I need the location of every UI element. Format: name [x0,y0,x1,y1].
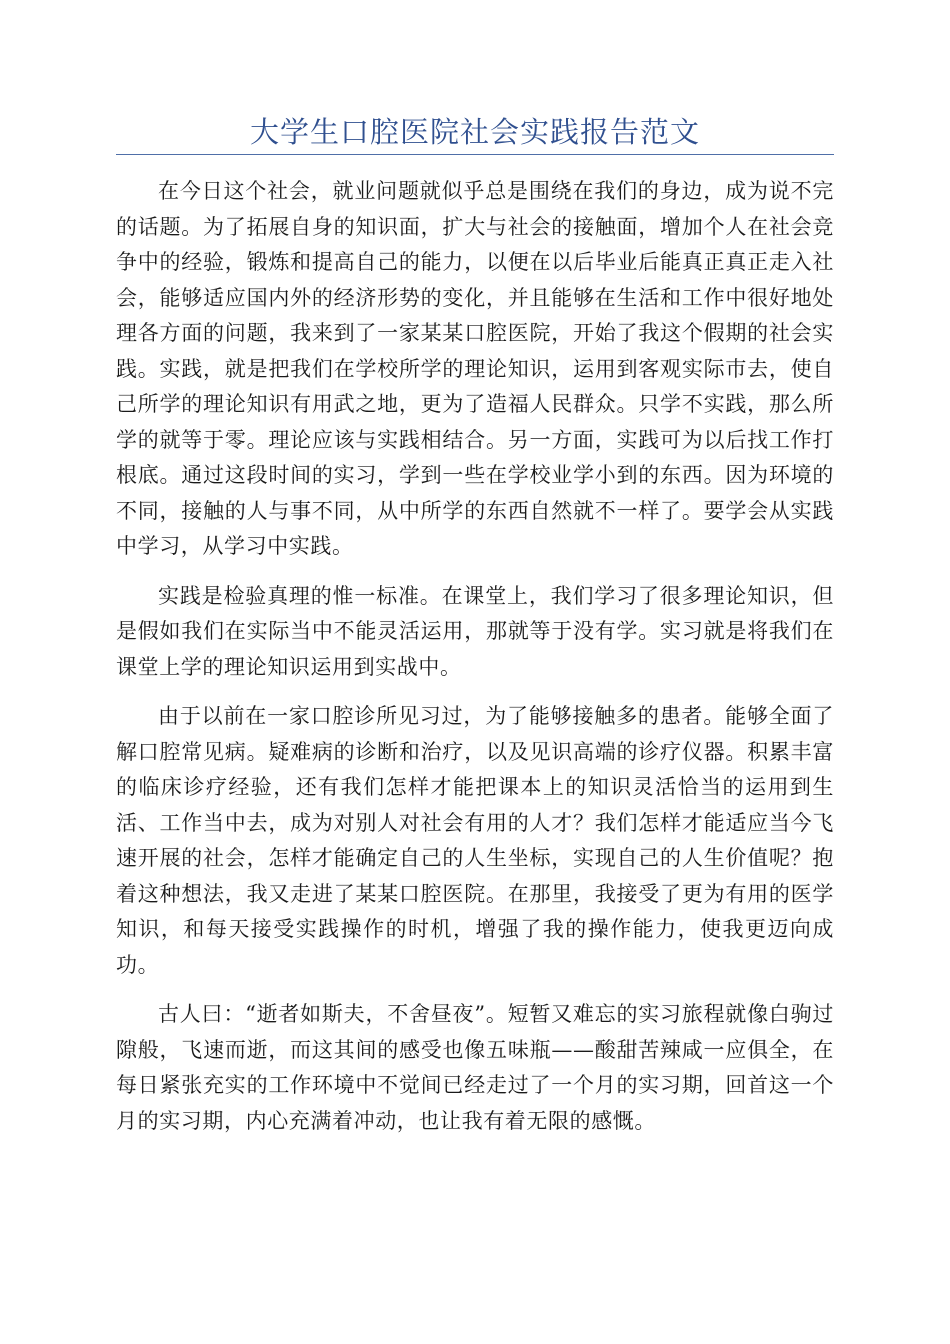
title-underline [116,154,834,155]
paragraph-2: 实践是检验真理的惟一标准。在课堂上，我们学习了很多理论知识，但是假如我们在实际当中不能灵活运用，那就等于没有学。实习就是将我们在课堂上学的理论知识运用到实战中。 [116,583,834,679]
paragraph-1: 在今日这个社会，就业问题就似乎总是围绕在我们的身边，成为说不完的话题。为了拓展自身的知识面，扩大与社会的接触面，增加个人在社会竞争中的经验，锻炼和提高自己的能力，以便在以后毕业后能真正真正走入社会，能够适应国内外的经济形势的变化，并且能够在生活和工作中很好地处理各方面的问题，我来到了一家某某口腔医院，开始了我这个假期的社会实践。实践，就是把我们在学校所学的理论知识，运用到客观实际巿去，使自己所学的理论知识有用武之地，更为了造福人民群众。只学不实践，那么所学的就等于零。理论应该与实践相结合。另一方面，实践可为以后找工作打根底。通过这段时间的实习，学到一些在学校业学小到的东西。因为环境的不同，接触的人与事不同，从中所学的东西自然就不一样了。要学会从实践中学习，从学习中实践。 [116,179,834,558]
document-body [116,174,834,1153]
paragraph-4: 古人曰：“逝者如斯夫，不舍昼夜”。短暂又难忘的实习旅程就像白驹过隙般，飞速而逝，而这其间的感受也像五味瓶——酸甜苦辣咸一应俱全，在每日紧张充实的工作环境中不觉间已经走过了一个月的实习期，回首这一个月的实习期，内心充满着冲动，也让我有着无限的感慨。 [116,1002,834,1133]
document-title: 大学生口腔医院社会实践报告范文 [249,115,700,149]
paragraph-3: 由于以前在一家口腔诊所见习过，为了能够接触多的患者。能够全面了解口腔常见病。疑难病的诊断和治疗，以及见识高端的诊疗仪器。积累丰富的临床诊疗经验，还有我们怎样才能把课本上的知识灵活恰当的运用到生活、工作当中去，成为对别人对社会有用的人才？我们怎样才能适应当今飞速开展的社会，怎样才能确定自己的人生坐标，实现自己的人生价值呢？抱着这种想法，我又走进了某某口腔医院。在那里，我接受了更为有用的医学知识，和每天接受实践操作的时机，增强了我的操作能力，使我更迈向成功。 [116,704,834,977]
